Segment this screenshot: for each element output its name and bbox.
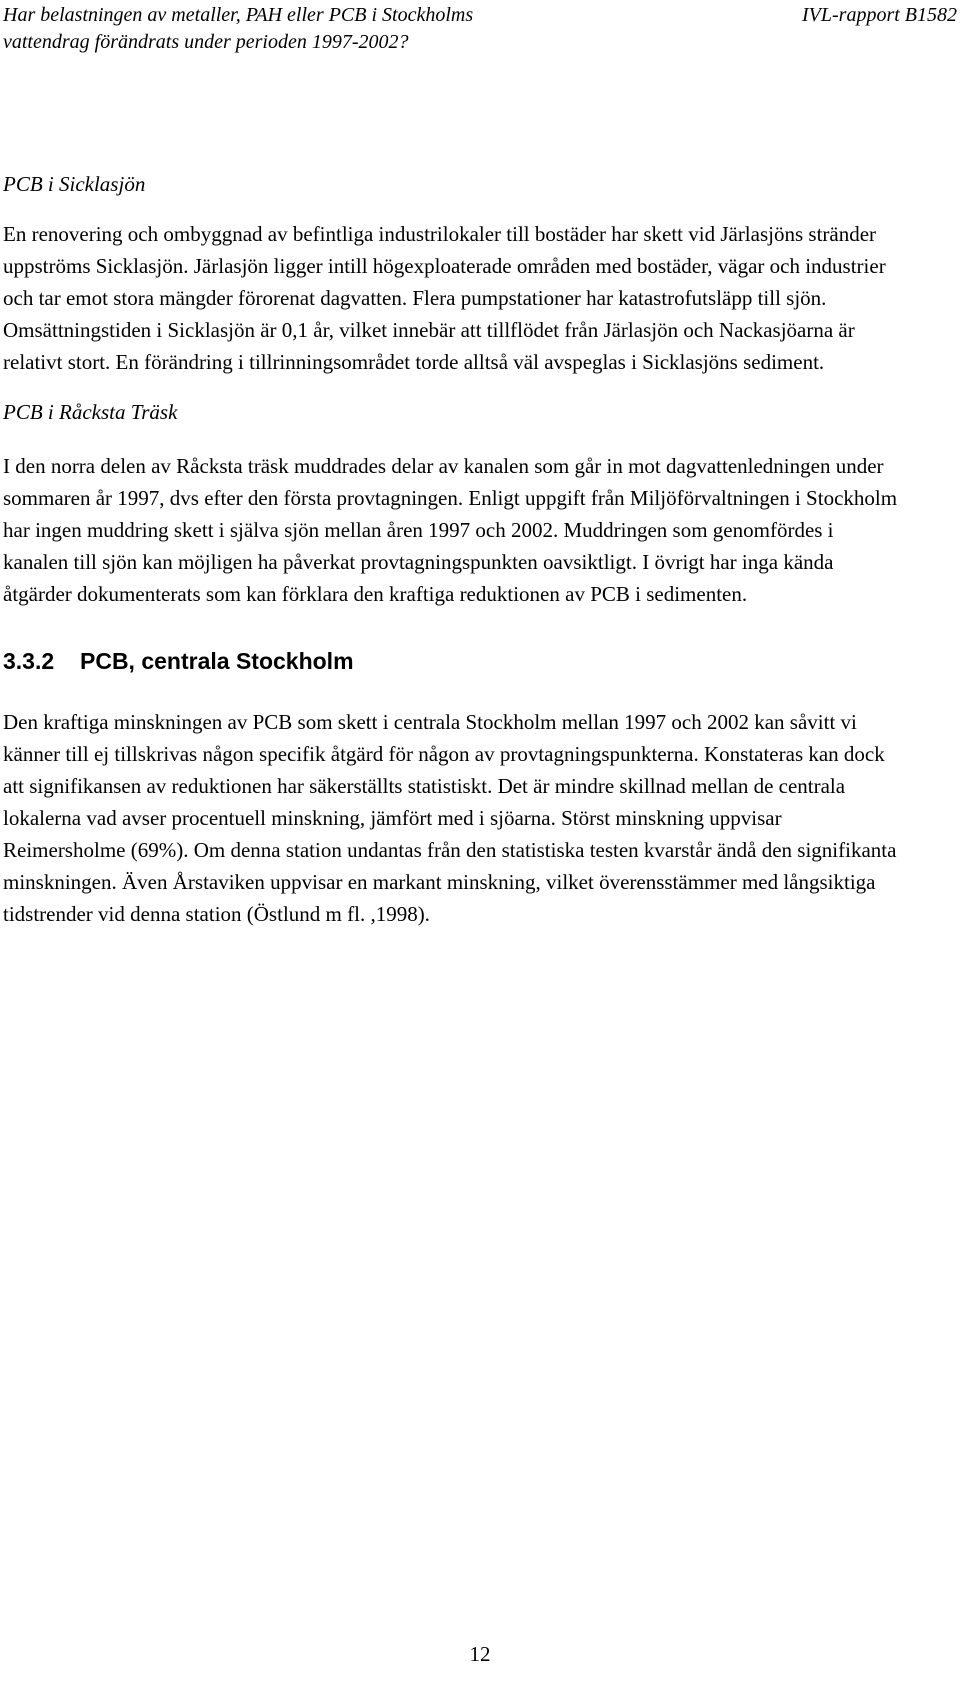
page-number: 12	[469, 1642, 491, 1666]
document-body	[3, 170, 903, 930]
section-number: 3.3.2	[3, 648, 55, 674]
section-heading-racksta: PCB i Råcksta Träsk	[3, 400, 178, 424]
report-title-line2: vattendrag förändrats under perioden 1997-2002?	[3, 31, 409, 53]
paragraph-central: Den kraftiga minskningen av PCB som skett i centrala Stockholm mellan 1997 och 2002 kan såvitt vi känner till ej tillskrivas någon specifik åtgärd för någon av provtagningspunkterna. Konstateras kan dock att signifikansen av reduktionen har säkerställts statistiskt. Det är mindre skillnad mellan de centrala lokalerna vad avser procentuell minskning, jämfört med i sjöarna. Störst minskning uppvisar Reimersholme (69%). Om denna station undantas från den statistiska testen kvarstår ändå den signifikanta minskningen. Även Årstaviken uppvisar en markant minskning, vilket överensstämmer med långsiktiga tidstrender vid denna station (Östlund m fl. ,1998).	[3, 710, 897, 926]
report-id: IVL-rapport B1582	[802, 4, 957, 26]
section-racksta	[3, 398, 903, 610]
report-title-line1: Har belastningen av metaller, PAH eller PCB i Stockholms	[3, 4, 474, 26]
section-sicklasjon	[3, 170, 903, 378]
section-title-central	[3, 646, 903, 676]
paragraph-racksta: I den norra delen av Råcksta träsk muddrades delar av kanalen som går in mot dagvattenledningen under sommaren år 1997, dvs efter den första provtagningen. Enligt uppgift från Miljöförvaltningen i Stockholm har ingen muddring skett i själva sjön mellan åren 1997 och 2002. Muddringen som genomfördes i kanalen till sjön kan möjligen ha påverkat provtagningspunkten oavsiktligt. I övrigt har inga kända åtgärder dokumenterats som kan förklara den kraftiga reduktionen av PCB i sedimenten.	[3, 454, 898, 606]
paragraph-sicklasjon: En renovering och ombyggnad av befintliga industrilokaler till bostäder har skett vid Järlasjöns stränder uppströms Sicklasjön. Järlasjön ligger intill högexploaterade områden med bostäder, vägar och industrier och tar emot stora mängder förorenat dagvatten. Flera pumpstationer har katastrofutsläpp till sjön. Omsättningstiden i Sicklasjön är 0,1 år, vilket innebär att tillflödet från Järlasjön och Nackasjöarna är relativt stort. En förändring i tillrinningsområdet torde alltså väl avspeglas i Sicklasjöns sediment.	[3, 222, 886, 374]
header-top-row	[3, 2, 957, 29]
section-central-stockholm	[3, 646, 903, 930]
section-title-text: PCB, centrala Stockholm	[80, 648, 354, 674]
section-heading-sicklasjon: PCB i Sicklasjön	[3, 172, 146, 196]
page-header	[3, 2, 957, 56]
